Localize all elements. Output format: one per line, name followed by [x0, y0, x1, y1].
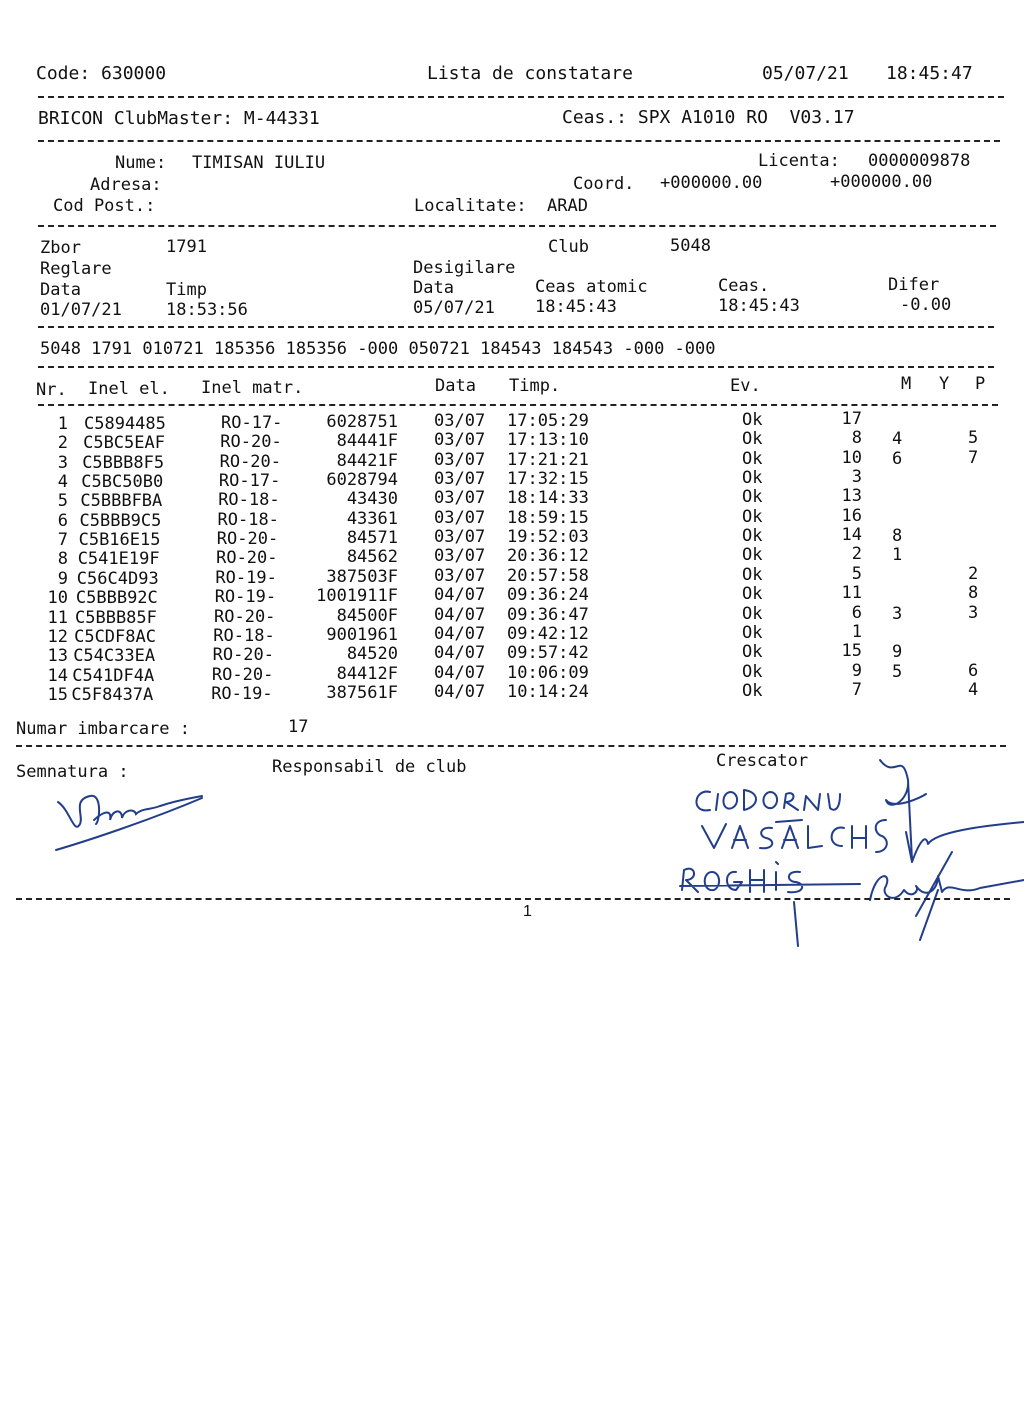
row-number: 9: [57, 568, 68, 589]
rank-m: 8: [892, 526, 903, 547]
row-number: 7: [57, 530, 68, 551]
rank-a: 3: [851, 467, 862, 488]
arrival-time: 09:57:42: [507, 643, 589, 664]
report-code: Code: 630000: [36, 63, 167, 84]
arrival-time: 10:14:24: [507, 681, 589, 702]
rank-m: 1: [892, 545, 903, 566]
rank-p: 2: [968, 563, 979, 584]
row-number: 10: [47, 588, 68, 609]
arrival-time: 09:42:12: [507, 623, 589, 644]
rank-p: 5: [968, 428, 979, 449]
ring-prefix: RO-19-: [215, 567, 277, 588]
report-title: Lista de constatare: [427, 63, 633, 84]
rank-m: 6: [892, 448, 903, 469]
atomic-label: Ceas atomic: [535, 277, 648, 297]
table-row: [0, 679, 1024, 708]
rank-p: 7: [968, 447, 979, 468]
divider: [38, 366, 994, 368]
rank-p: 6: [968, 660, 979, 681]
club-signature: [50, 780, 220, 864]
club-label: Club: [548, 237, 589, 257]
ring-number: 84500F: [336, 605, 398, 626]
ring-electronic: C5894485: [84, 414, 166, 434]
ring-electronic: C5B16E15: [78, 530, 161, 551]
ring-number: 84441F: [336, 431, 398, 452]
row-number: 13: [47, 646, 68, 667]
event-status: Ok: [742, 584, 763, 605]
ring-electronic: C541DF4A: [72, 665, 155, 686]
arrival-time: 09:36:47: [507, 604, 589, 625]
ring-number: 387561F: [326, 682, 398, 703]
col-m: M: [901, 374, 912, 394]
name-label: Nume:: [115, 153, 167, 173]
row-number: 12: [47, 626, 68, 647]
rank-m: 4: [892, 429, 903, 450]
arrival-date: 04/07: [434, 643, 486, 664]
system-id: BRICON ClubMaster: M-44331: [38, 108, 320, 129]
arrival-time: 17:13:10: [507, 430, 589, 451]
reglare-time: 18:53:56: [166, 300, 248, 320]
boarding-count: 17: [288, 717, 309, 737]
rank-a: 17: [841, 409, 862, 429]
arrival-time: 10:06:09: [507, 662, 589, 683]
rank-a: 10: [841, 447, 862, 468]
event-status: Ok: [742, 410, 763, 430]
event-status: Ok: [742, 526, 763, 547]
event-status: Ok: [742, 603, 763, 624]
arrival-date: 04/07: [434, 623, 486, 644]
rank-a: 13: [841, 486, 862, 507]
ring-number: 84412F: [336, 663, 398, 684]
ring-electronic: C5BBB9C5: [79, 510, 162, 531]
divider: [16, 898, 1010, 900]
rank-m: 5: [892, 661, 903, 682]
arrival-time: 20:36:12: [507, 546, 589, 567]
coord-y: +000000.00: [830, 172, 933, 192]
event-status: Ok: [742, 564, 763, 585]
desigilare-label: Desigilare: [413, 258, 516, 278]
row-number: 15: [47, 684, 68, 705]
row-number: 5: [57, 491, 68, 512]
signature-label: Semnatura :: [16, 762, 129, 782]
rank-a: 6: [851, 602, 862, 623]
ring-prefix: RO-18-: [217, 509, 279, 530]
ring-electronic: C5BBBFBA: [80, 491, 163, 512]
col-inel-el: Inel el.: [88, 379, 170, 399]
arrival-date: 03/07: [434, 411, 486, 431]
rank-a: 11: [841, 583, 862, 604]
rank-m: 3: [892, 603, 903, 624]
divider: [38, 404, 998, 406]
arrival-date: 04/07: [434, 681, 486, 702]
clock-id: Ceas.: SPX A1010 RO V03.17: [562, 107, 855, 128]
arrival-time: 17:21:21: [507, 449, 589, 470]
col-p: P: [975, 374, 986, 394]
ring-prefix: RO-19-: [214, 587, 277, 608]
rank-a: 14: [841, 525, 862, 546]
reglare-label: Reglare: [40, 259, 112, 279]
ring-number: 84520: [346, 644, 398, 665]
difer-value: -0.00: [900, 295, 952, 315]
rank-a: 1: [851, 621, 862, 642]
ring-electronic: C5CDF8AC: [74, 626, 156, 647]
col-data: Data: [435, 376, 476, 396]
owner-name: TIMISAN IULIU: [192, 153, 326, 173]
ring-number: 84562: [346, 547, 398, 568]
ring-number: 9001961: [326, 624, 398, 645]
coord-x: +000000.00: [660, 173, 763, 193]
rank-a: 9: [851, 660, 862, 681]
ring-number: 6028751: [326, 412, 398, 432]
rank-p: 3: [968, 602, 979, 623]
ring-number: 6028794: [326, 470, 398, 491]
rank-a: 8: [851, 428, 862, 449]
locality: ARAD: [547, 196, 588, 216]
rank-a: 2: [851, 544, 862, 565]
zbor-label: Zbor: [40, 238, 81, 258]
coord-label: Coord.: [573, 174, 635, 194]
zbor-value: 1791: [166, 237, 207, 257]
row-number: 3: [57, 452, 68, 473]
summary-line: 5048 1791 010721 185356 185356 -000 050721 184543 184543 -000 -000: [40, 339, 716, 359]
atomic-time: 18:45:43: [535, 297, 617, 317]
row-number: 4: [57, 472, 68, 493]
divider: [38, 96, 1004, 98]
page-number: 1: [523, 903, 532, 920]
event-status: Ok: [742, 429, 763, 450]
col-timp: Timp.: [509, 376, 561, 396]
timp-label: Timp: [166, 280, 207, 300]
arrival-time: 18:59:15: [507, 507, 589, 528]
ceas-time: 18:45:43: [718, 296, 800, 316]
ring-number: 387503F: [326, 566, 398, 587]
arrival-date: 03/07: [434, 430, 486, 451]
ring-prefix: RO-18-: [213, 625, 275, 646]
ring-electronic: C5BBB85F: [75, 607, 157, 628]
ring-electronic: C5BBB8F5: [82, 452, 165, 473]
ring-electronic: C56C4D93: [76, 568, 159, 589]
report-date: 05/07/21: [762, 63, 849, 84]
arrival-time: 19:52:03: [507, 527, 589, 548]
row-number: 6: [57, 510, 68, 531]
arrival-time: 17:05:29: [507, 411, 589, 431]
row-number: 2: [57, 433, 68, 454]
reglare-date: 01/07/21: [40, 300, 122, 320]
arrival-time: 17:32:15: [507, 469, 589, 490]
arrival-date: 03/07: [434, 449, 486, 470]
rank-a: 7: [851, 679, 862, 700]
ring-number: 84421F: [336, 450, 398, 471]
ring-number: 43430: [346, 489, 398, 510]
row-number: 14: [47, 665, 68, 686]
ring-prefix: RO-17-: [221, 413, 283, 433]
divider: [38, 326, 994, 328]
club-value: 5048: [670, 236, 711, 256]
arrival-date: 03/07: [434, 507, 486, 528]
difer-label: Difer: [888, 275, 940, 295]
arrival-date: 04/07: [434, 585, 486, 606]
ring-prefix: RO-20-: [214, 606, 276, 627]
address-label: Adresa:: [90, 175, 162, 195]
arrival-time: 09:36:24: [507, 585, 589, 606]
divider: [38, 140, 1000, 142]
rank-p: 4: [968, 679, 979, 700]
ring-prefix: RO-20-: [219, 451, 282, 472]
rank-m: 9: [892, 642, 903, 663]
rank-a: 5: [851, 563, 862, 584]
event-status: Ok: [742, 661, 763, 682]
boarding-label: Numar imbarcare :: [16, 719, 190, 739]
ring-prefix: RO-20-: [220, 432, 282, 453]
event-status: Ok: [742, 680, 763, 701]
data2-label: Data: [413, 278, 454, 298]
ring-prefix: RO-18-: [218, 490, 280, 511]
ring-number: 1001911F: [316, 586, 398, 607]
ring-electronic: C5BBB92C: [75, 588, 158, 609]
ring-prefix: RO-20-: [216, 529, 279, 550]
ring-prefix: RO-20-: [211, 664, 274, 685]
event-status: Ok: [742, 506, 763, 527]
row-number: 1: [57, 414, 68, 434]
club-responsible-label: Responsabil de club: [272, 757, 467, 777]
desigilare-date: 05/07/21: [413, 298, 495, 318]
ring-prefix: RO-20-: [216, 548, 278, 569]
arrival-date: 03/07: [434, 488, 486, 509]
license-number: 0000009878: [868, 151, 971, 171]
event-status: Ok: [742, 448, 763, 469]
ring-number: 84571: [346, 528, 398, 549]
arrival-time: 20:57:58: [507, 565, 589, 586]
rank-p: 8: [968, 583, 979, 604]
rank-a: 15: [841, 641, 862, 662]
ring-electronic: C541E19F: [77, 549, 160, 570]
arrival-date: 04/07: [434, 604, 486, 625]
ring-prefix: RO-17-: [218, 471, 281, 492]
row-number: 8: [57, 549, 68, 570]
ring-electronic: C5F8437A: [71, 684, 154, 705]
arrival-date: 03/07: [434, 527, 486, 548]
locality-label: Localitate:: [414, 196, 527, 216]
report-time: 18:45:47: [886, 63, 973, 84]
arrival-date: 03/07: [434, 546, 486, 567]
breeder-label: Crescator: [716, 751, 809, 771]
rank-a: 16: [841, 505, 862, 526]
event-status: Ok: [742, 642, 763, 663]
divider: [38, 225, 996, 227]
ceas-label: Ceas.: [718, 276, 770, 296]
arrival-date: 04/07: [434, 662, 486, 683]
arrival-date: 03/07: [434, 565, 486, 586]
ring-electronic: C54C33EA: [73, 646, 156, 667]
col-ev: Ev.: [730, 376, 761, 396]
event-status: Ok: [742, 468, 763, 489]
ring-prefix: RO-19-: [211, 683, 273, 704]
row-number: 11: [47, 607, 68, 628]
ring-number: 43361: [346, 508, 398, 529]
ring-electronic: C5BC5EAF: [83, 433, 165, 454]
event-status: Ok: [742, 622, 763, 643]
col-y: Y: [939, 374, 950, 394]
col-nr: Nr.: [36, 380, 67, 400]
ring-prefix: RO-20-: [212, 645, 275, 666]
data-label: Data: [40, 280, 81, 300]
event-status: Ok: [742, 487, 763, 508]
license-label: Licenta:: [758, 151, 840, 171]
postal-label: Cod Post.:: [53, 196, 156, 216]
breeder-signatures: [680, 740, 1024, 954]
ring-electronic: C5BC50B0: [81, 472, 164, 493]
event-status: Ok: [742, 545, 763, 566]
arrival-time: 18:14:33: [507, 488, 589, 509]
arrival-date: 03/07: [434, 469, 486, 490]
col-inel-matr: Inel matr.: [201, 378, 304, 398]
